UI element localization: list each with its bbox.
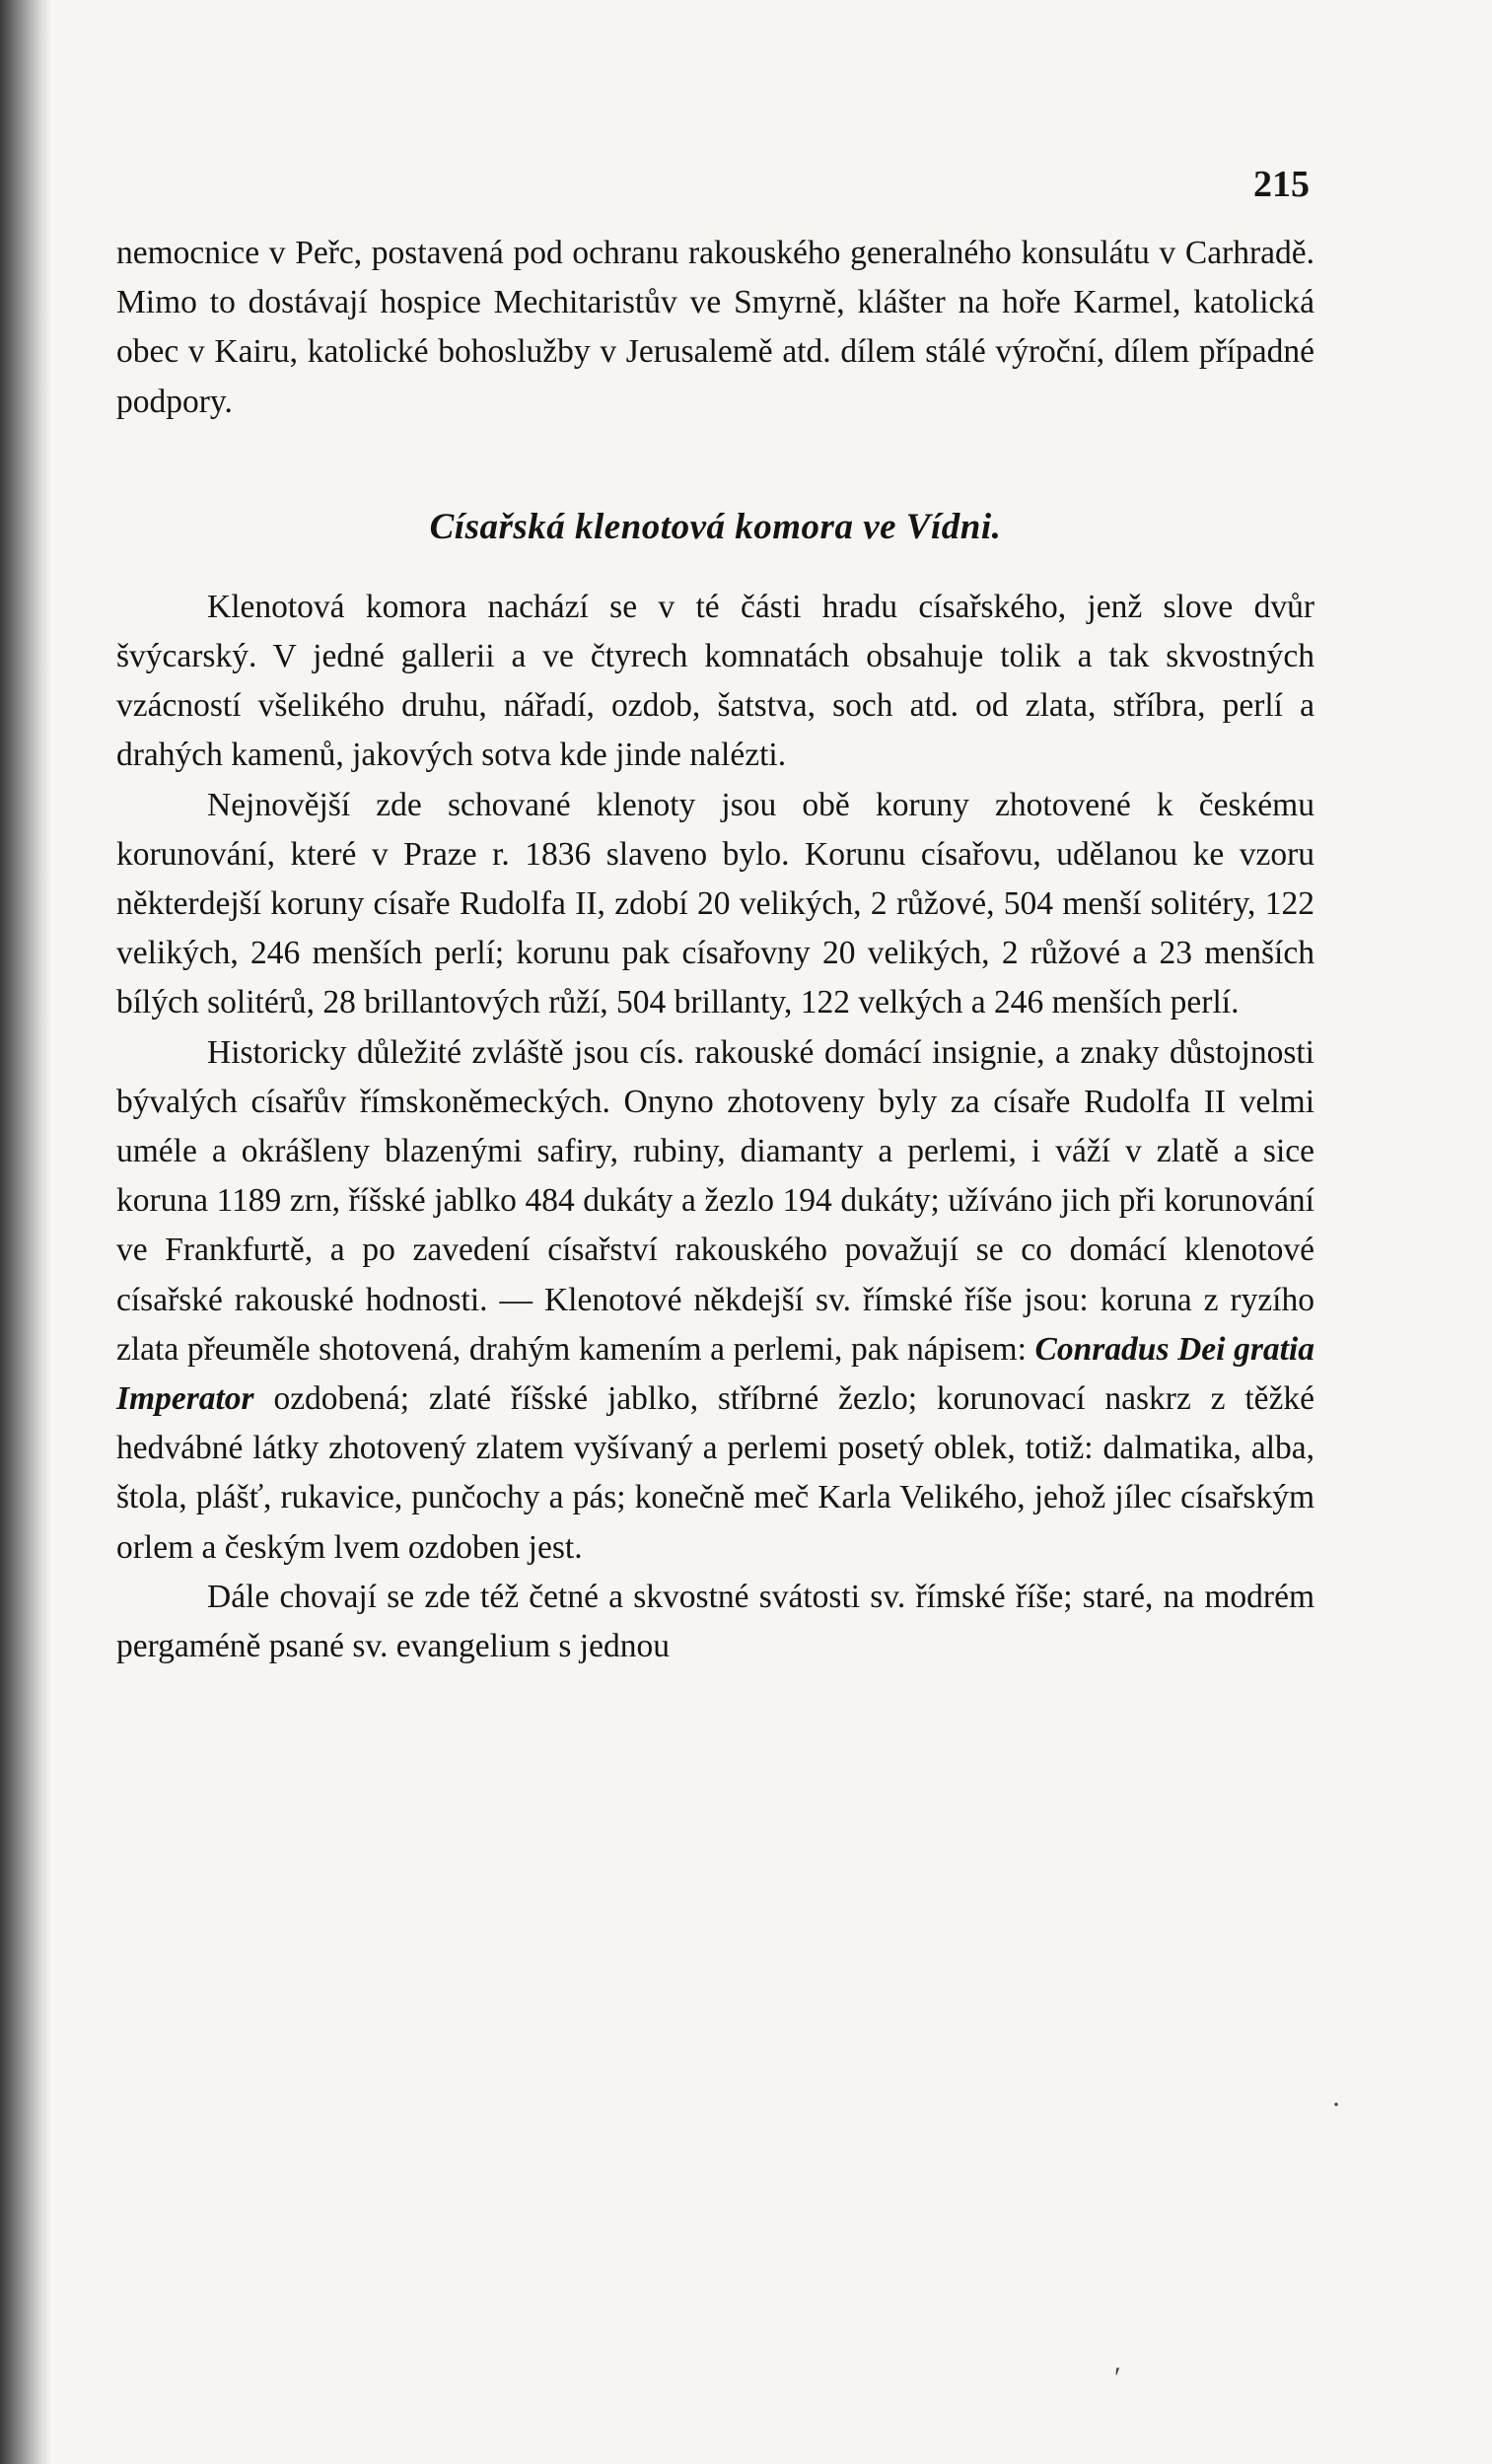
paragraph-1: Klenotová komora nachází se v té části hradu císařského, jenž slove dvůr švýcarský. V jedné gallerii a ve čtyrech komnatách obsahuje tolik a tak skvostných vzácností všelikého druhu, nářadí, ozdob, šatstva, soch atd. od zlata, stříbra, perlí a drahých kamenů, jakových sotva kde jinde nalézti. xyxy=(116,588,1314,774)
paragraph-3-after: ozdobená; zlaté říšské jablko, stříbrné žezlo; korunovací naskrz z těžké hedvábné látky zhotovený zlatem vyšívaný a perlemi posetý oblek, totiž: dalmatika, alba, štola, plášť, rukavice, punčochy a pás; konečně meč Karla Velikého, jehož jílec císařským orlem a českým lvem ozdoben jest. xyxy=(116,1380,1314,1566)
margin-speck: · xyxy=(1331,2088,1341,2121)
page-binding-shadow xyxy=(0,0,51,2464)
paragraph-3 xyxy=(116,1028,1314,1573)
section-title: Císařská klenotová komora ve Vídni. xyxy=(429,506,1002,547)
margin-speck: ʹ xyxy=(1114,2361,1121,2394)
latin-inscription: Conradus Dei gratia Imperator xyxy=(116,1330,1314,1418)
paragraph-3-before: Historicky důležité zvláště jsou cís. rakouské domácí insignie, a znaky důstojnosti bývalých císařův římskoněmeckých. Onyno zhotoveny byly za císaře Rudolfa II velmi uméle a okrášleny blazenými safiry, rubiny, diamanty a perlemi, i váží v zlatě a sice koruna 1189 zrn, říšské jablko 484 dukáty a žezlo 194 dukáty; užíváno jich při korunování ve Frankfurtě, a po zavedení císařství rakouského považují se co domácí klenotové císařské rakouské hodnosti. — Klenotové někdejší sv. římské říše jsou: koruna z ryzího zlata přeuměle shotovená, drahým kamením a perlemi, pak nápisem: xyxy=(116,1033,1314,1368)
paragraph-intro: nemocnice v Peřc, postavená pod ochranu rakouského generalného konsulátu v Carhradě. Mimo to dostávají hospice Mechitaristův ve Smyrně, klášter na hoře Karmel, katolická obec v Kairu, katolické bohoslužby v Jerusalemě atd. dílem stálé výroční, dílem případné podpory. xyxy=(116,235,1314,420)
paragraph-4: Dále chovají se zde též četné a skvostné svátosti sv. římské říše; staré, na modrém pergaméně psané sv. evangelium s jednou xyxy=(116,1578,1314,1665)
paragraph-2: Nejnovější zde schované klenoty jsou obě koruny zhotovené k českému korunování, které v Praze r. 1836 slaveno bylo. Korunu císařovu, udělanou ke vzoru některdejší koruny císaře Rudolfa II, zdobí 20 velikých, 2 růžové, 504 menší solitéry, 122 velikých, 246 menších perlí; korunu pak císařovny 20 velikých, 2 růžové a 23 menších bílých solitérů, 28 brillantových růží, 504 brillanty, 122 velkých a 246 menších perlí. xyxy=(116,786,1314,1021)
body-text xyxy=(116,229,1314,1671)
page-number: 215 xyxy=(1253,164,1310,205)
